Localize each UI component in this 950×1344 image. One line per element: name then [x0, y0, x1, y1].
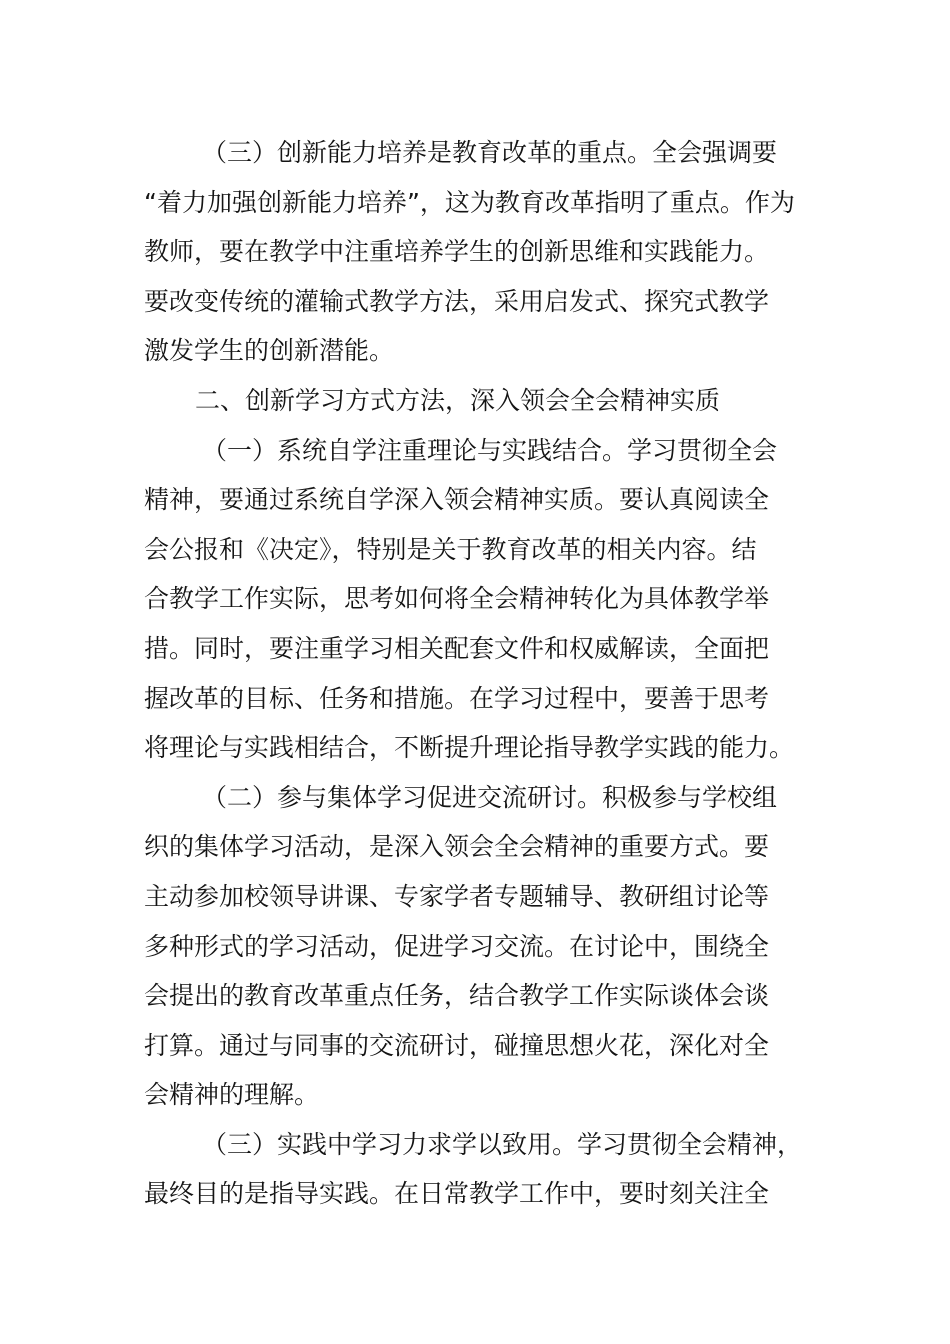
paragraph-line: 握改革的目标、任务和措施。在学习过程中，要善于思考 [144, 683, 770, 713]
paragraph-line: 会公报和《决定》，特别是关于教育改革的相关内容。结 [144, 534, 757, 564]
paragraph-line: 会提出的教育改革重点任务，结合教学工作实际谈体会谈 [144, 981, 770, 1011]
paragraph-line: 要改变传统的灌输式教学方法，采用启发式、探究式教学 [144, 286, 770, 316]
section-heading: 二、创新学习方式方法，深入领会全会精神实质 [195, 385, 721, 415]
paragraph-line: 织的集体学习活动，是深入领会全会精神的重要方式。要 [144, 832, 770, 862]
paragraph-line: （三）实践中学习力求学以致用。学习贯彻全会精神， [202, 1129, 803, 1159]
paragraph-line: 精神，要通过系统自学深入领会精神实质。要认真阅读全 [144, 485, 770, 515]
paragraph-line: 会精神的理解。 [144, 1080, 320, 1110]
paragraph-line: （三）创新能力培养是教育改革的重点。全会强调要 [202, 138, 778, 167]
paragraph-line: 打算。通过与同事的交流研讨，碰撞思想火花，深化对全 [144, 1030, 770, 1060]
paragraph-line: 主动参加校领导讲课、专家学者专题辅导、教研组讨论等 [144, 881, 770, 911]
body-text [144, 128, 809, 1219]
paragraph-line: 措。同时，要注重学习相关配套文件和权威解读，全面把 [144, 633, 770, 663]
paragraph-line: 将理论与实践相结合，不断提升理论指导教学实践的能力。 [144, 733, 795, 763]
paragraph-line: “着力加强创新能力培养”，这为教育改革指明了重点。作为 [144, 187, 795, 217]
paragraph-line: 最终目的是指导实践。在日常教学工作中，要时刻关注全 [144, 1179, 770, 1209]
paragraph-line: （一）系统自学注重理论与实践结合。学习贯彻全会 [202, 435, 778, 465]
paragraph-line: 合教学工作实际，思考如何将全会精神转化为具体教学举 [144, 584, 770, 614]
paragraph-line: 激发学生的创新潜能。 [144, 336, 395, 366]
paragraph-line: 教师，要在教学中注重培养学生的创新思维和实践能力。 [144, 237, 770, 267]
paragraph-line: （二）参与集体学习促进交流研讨。积极参与学校组 [202, 782, 778, 812]
paragraph-line: 多种形式的学习活动，促进学习交流。在讨论中，围绕全 [144, 931, 770, 961]
